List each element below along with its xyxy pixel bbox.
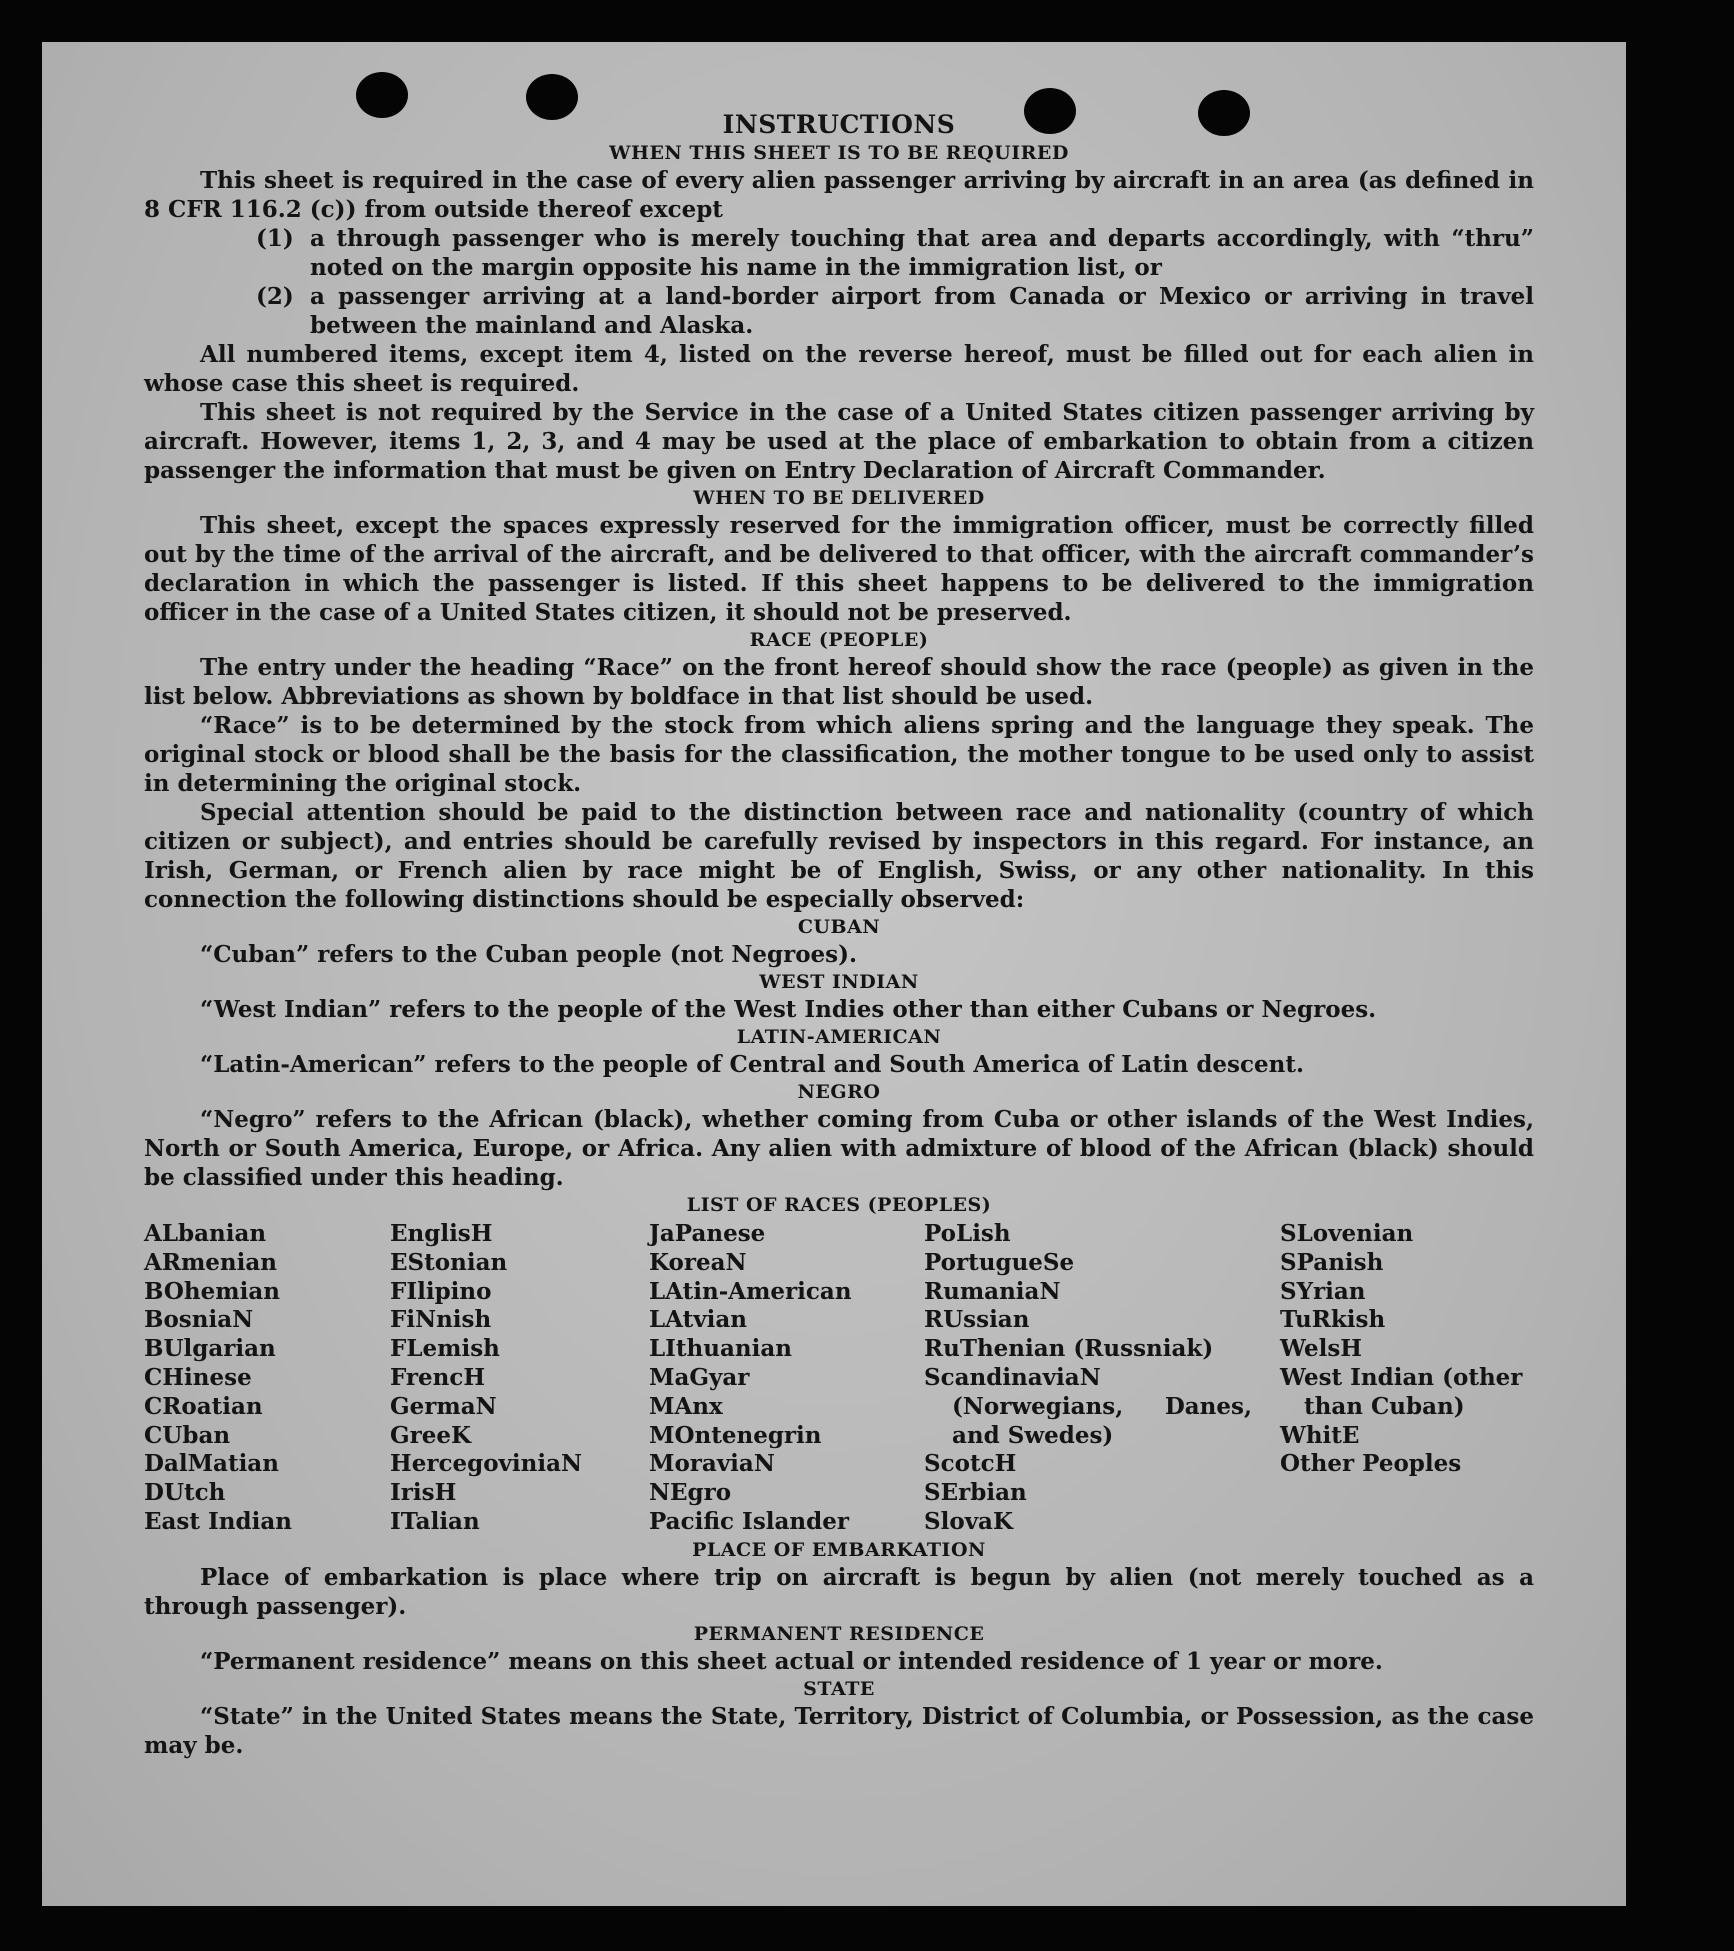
heading-permanent-residence: PERMANENT RESIDENCE bbox=[693, 1622, 985, 1645]
item-text: a through passenger who is merely touching that area and departs accordingly, with “thru” noted on the margin opposite his name in the immigration list, or bbox=[310, 225, 1534, 281]
race-entry: LAtvian bbox=[649, 1306, 747, 1334]
race-entry: MOntenegrin bbox=[649, 1421, 822, 1449]
race-entry: BosniaN bbox=[144, 1306, 254, 1334]
race-entry: EnglisH bbox=[390, 1220, 493, 1247]
races-column bbox=[924, 1220, 1280, 1537]
race-entry: IrisH bbox=[390, 1479, 457, 1507]
negro-definition: “Negro” refers to the African (black), whether coming from Cuba or other islands of the West Indies, North or South America, Europe, or Africa. Any alien with admixture of blood of the African (black) should be classified under this heading. bbox=[144, 1106, 1534, 1191]
race-entry: SPanish bbox=[1280, 1248, 1384, 1276]
race-entry: TuRkish bbox=[1280, 1306, 1386, 1334]
delivered-paragraph: This sheet, except the spaces expressly reserved for the immigration officer, must be correctly filled out by the time of the arrival of the aircraft, and be delivered to that officer, with the aircraft commander’s declaration in which the passenger is listed. If this sheet happens to be delivered to the immigration officer in the case of a United States citizen, it should not be preserved. bbox=[144, 512, 1534, 626]
race-paragraph-2: “Race” is to be determined by the stock from which aliens spring and the language they speak. The original stock or blood shall be the basis for the classification, the mother tongue to be used only to assist in determining the original stock. bbox=[144, 712, 1534, 797]
item-number: (2) bbox=[256, 283, 294, 310]
race-entry: SlovaK bbox=[924, 1507, 1013, 1535]
race-entry: DUtch bbox=[144, 1479, 226, 1507]
races-list bbox=[144, 1220, 1534, 1537]
race-entry: NEgro bbox=[649, 1479, 732, 1507]
race-entry: West Indian (other than Cuban) bbox=[1280, 1363, 1523, 1420]
race-entry: SLovenian bbox=[1280, 1220, 1414, 1247]
race-entry: MaGyar bbox=[649, 1363, 750, 1391]
latin-american-definition: “Latin-American” refers to the people of Central and South America of Latin descent. bbox=[200, 1051, 1304, 1078]
race-paragraph-3: Special attention should be paid to the distinction between race and nationality (country of which citizen or subject), and entries should be carefully revised by inspectors in this regard. For instance, an Irish, German, or French alien by race might be of English, Swiss, or any other nationality. In this connection the following distinctions should be especially observed: bbox=[144, 799, 1534, 913]
item-number: (1) bbox=[256, 225, 294, 252]
heading-latin-american: LATIN-AMERICAN bbox=[736, 1026, 942, 1048]
instructions-content bbox=[144, 110, 1534, 1760]
race-entry: Pacific Islander bbox=[649, 1507, 849, 1535]
heading-required: WHEN THIS SHEET IS TO BE REQUIRED bbox=[609, 142, 1069, 164]
required-intro: This sheet is required in the case of every alien passenger arriving by aircraft in an area (as defined in 8 CFR 116.2 (c)) from outside thereof except bbox=[144, 167, 1534, 223]
heading-cuban: CUBAN bbox=[797, 916, 881, 938]
race-entry: Other Peoples bbox=[1280, 1450, 1462, 1478]
races-column bbox=[390, 1220, 649, 1537]
race-paragraph-1: The entry under the heading “Race” on the front hereof should show the race (people) as given in the list below. Abbreviations as shown by boldface in that list should be used. bbox=[144, 654, 1534, 710]
heading-delivered: WHEN TO BE DELIVERED bbox=[693, 487, 985, 509]
document-sheet bbox=[42, 42, 1626, 1906]
page-title: INSTRUCTIONS bbox=[722, 110, 956, 139]
races-column bbox=[144, 1220, 390, 1537]
races-column bbox=[1280, 1220, 1534, 1537]
race-entry: EStonian bbox=[390, 1248, 508, 1276]
race-entry: RumaniaN bbox=[924, 1277, 1061, 1305]
race-entry: KoreaN bbox=[649, 1248, 747, 1276]
race-entry: DalMatian bbox=[144, 1450, 279, 1478]
race-entry: ScandinaviaN (Norwegians, Danes, and Swedes) bbox=[924, 1363, 1252, 1449]
heading-race: RACE (PEOPLE) bbox=[749, 629, 929, 651]
west-indian-definition: “West Indian” refers to the people of the West Indies other than either Cubans or Negroes. bbox=[200, 996, 1377, 1023]
race-entry: RUssian bbox=[924, 1306, 1030, 1334]
race-entry: HercegoviniaN bbox=[390, 1450, 583, 1478]
race-entry: SYrian bbox=[1280, 1277, 1366, 1305]
exception-item bbox=[256, 282, 1534, 340]
state-definition: “State” in the United States means the State, Territory, District of Columbia, or Possession, as the case may be. bbox=[144, 1702, 1534, 1759]
race-entry: WelsH bbox=[1280, 1335, 1363, 1363]
numbered-items-paragraph: All numbered items, except item 4, listed on the reverse hereof, must be filled out for each alien in whose case this sheet is required. bbox=[144, 341, 1534, 397]
race-entry: FIlipino bbox=[390, 1277, 492, 1305]
race-entry: FiNnish bbox=[390, 1306, 492, 1334]
item-text: a passenger arriving at a land-border airport from Canada or Mexico or arriving in travel between the mainland and Alaska. bbox=[310, 283, 1534, 339]
race-entry: LIthuanian bbox=[649, 1335, 792, 1363]
heading-negro: NEGRO bbox=[797, 1081, 881, 1103]
heading-list-of-races: LIST OF RACES (PEOPLES) bbox=[686, 1194, 992, 1216]
heading-west-indian: WEST INDIAN bbox=[759, 971, 919, 993]
race-entry: ITalian bbox=[390, 1507, 480, 1535]
exception-item bbox=[256, 224, 1534, 282]
race-entry: FLemish bbox=[390, 1335, 500, 1363]
race-entry: MAnx bbox=[649, 1392, 723, 1420]
cuban-definition: “Cuban” refers to the Cuban people (not Negroes). bbox=[200, 941, 858, 968]
race-entry: GermaN bbox=[390, 1392, 497, 1420]
embarkation-definition: Place of embarkation is place where trip on aircraft is begun by alien (not merely touched as a through passenger). bbox=[144, 1563, 1534, 1620]
race-entry: WhitE bbox=[1280, 1421, 1360, 1449]
race-entry: ScotcH bbox=[924, 1450, 1017, 1478]
race-entry: GreeK bbox=[390, 1421, 472, 1449]
race-entry: East Indian bbox=[144, 1507, 292, 1535]
race-entry: ALbanian bbox=[144, 1220, 267, 1247]
race-entry: RuThenian (Russniak) bbox=[924, 1335, 1214, 1363]
heading-state: STATE bbox=[803, 1677, 875, 1700]
race-entry: BOhemian bbox=[144, 1277, 280, 1305]
races-column bbox=[649, 1220, 924, 1537]
race-entry: MoraviaN bbox=[649, 1450, 775, 1478]
citizen-paragraph: This sheet is not required by the Service in the case of a United States citizen passenger arriving by aircraft. However, items 1, 2, 3, and 4 may be used at the place of embarkation to obtain from a citizen passenger the information that must be given on Entry Declaration of Aircraft Commander. bbox=[144, 399, 1534, 484]
race-entry: CUban bbox=[144, 1421, 231, 1449]
race-entry: BUlgarian bbox=[144, 1335, 276, 1363]
race-entry: FrencH bbox=[390, 1363, 486, 1391]
race-entry: SErbian bbox=[924, 1479, 1027, 1507]
residence-definition: “Permanent residence” means on this sheet actual or intended residence of 1 year or more. bbox=[200, 1647, 1383, 1675]
race-entry: PoLish bbox=[924, 1220, 1011, 1247]
race-entry: CRoatian bbox=[144, 1392, 263, 1420]
race-entry: CHinese bbox=[144, 1363, 252, 1391]
race-entry: PortugueSe bbox=[924, 1248, 1075, 1276]
race-entry: ARmenian bbox=[144, 1248, 278, 1276]
race-entry: JaPanese bbox=[649, 1220, 766, 1247]
race-entry: LAtin-American bbox=[649, 1277, 852, 1305]
heading-embarkation: PLACE OF EMBARKATION bbox=[692, 1538, 986, 1561]
